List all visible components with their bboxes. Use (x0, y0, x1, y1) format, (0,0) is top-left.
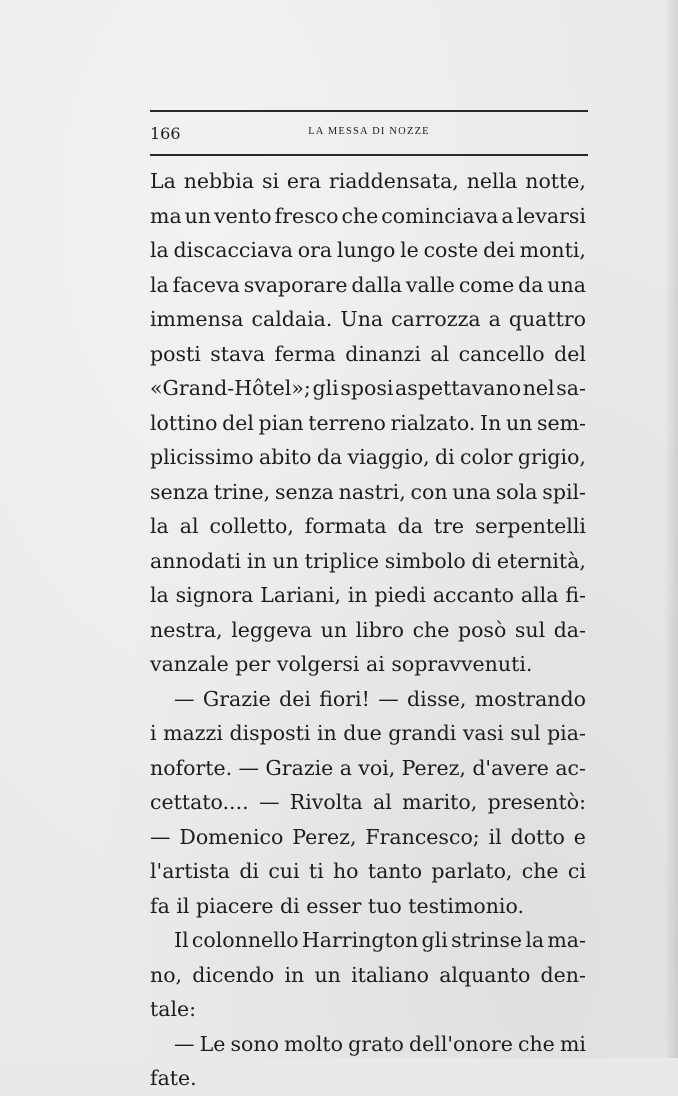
word: posti (150, 341, 201, 366)
text-line (150, 1027, 586, 1062)
header-bottom-rule (150, 154, 588, 156)
word: una (452, 479, 492, 504)
word: Perez, (292, 824, 357, 849)
word: sa- (556, 376, 586, 400)
word: Le (199, 1031, 226, 1056)
text-line (150, 406, 586, 441)
word: fiori! (319, 686, 370, 711)
word: di (280, 893, 300, 918)
word: notte, (525, 169, 586, 193)
word: vasi (462, 721, 504, 745)
word: pian (258, 410, 304, 435)
word: ti (308, 859, 324, 883)
word: gli (312, 376, 339, 400)
word: ora (297, 238, 333, 262)
text-line (150, 682, 586, 717)
word: spil- (542, 479, 586, 504)
word: senza (150, 479, 209, 504)
word: fresco (274, 203, 339, 228)
word: che (341, 203, 379, 228)
word: nestra, (150, 617, 223, 642)
text-line (150, 647, 586, 682)
word: annodati (150, 548, 242, 573)
word: a (501, 203, 514, 228)
word: dei (279, 686, 311, 711)
text-line (150, 958, 586, 993)
word: i (150, 721, 157, 745)
word: Domenico (179, 824, 284, 849)
word: Perez, (401, 755, 466, 780)
word: «Grand-Hôtel»; (150, 376, 311, 400)
word: color (460, 445, 513, 469)
text-line (150, 509, 586, 544)
word: la (150, 514, 169, 538)
word: la (150, 238, 169, 262)
word: — (378, 686, 399, 711)
word: In (480, 410, 502, 435)
word: d'avere (472, 755, 549, 780)
word: — (258, 790, 280, 814)
word: testimonio. (408, 893, 524, 918)
word: posò (457, 617, 507, 642)
word: in (316, 721, 337, 745)
word: vento (214, 203, 272, 228)
text-line (150, 785, 586, 820)
word: al (373, 790, 392, 814)
word: tanto (367, 859, 423, 883)
text-line (150, 820, 586, 855)
word: rialzato. (390, 410, 476, 435)
word: si (261, 169, 280, 193)
word: sposi (340, 376, 394, 400)
word: alla (520, 583, 559, 607)
word: un (272, 548, 299, 573)
text-line (150, 544, 586, 579)
word: den- (540, 962, 586, 987)
word: cui (268, 859, 300, 883)
word: La (150, 169, 176, 193)
word: Una (340, 307, 384, 331)
word: tale: (150, 997, 197, 1021)
word: sul (510, 721, 541, 745)
word: Grazie (265, 755, 334, 780)
word: Francesco; (365, 824, 480, 849)
word: svaporare (243, 272, 348, 297)
word: un (505, 410, 533, 435)
word: trine, (213, 479, 271, 504)
word: fate. (150, 1066, 197, 1090)
word: colletto, (209, 514, 294, 538)
word: signora (175, 583, 254, 607)
word: sono (230, 1031, 279, 1056)
word: molto (284, 1031, 344, 1056)
word: colonnello (191, 928, 299, 952)
word: — (238, 755, 260, 780)
text-line (150, 1061, 586, 1096)
word: pia- (547, 721, 586, 745)
text-line (150, 923, 586, 958)
word: terreno (308, 410, 386, 435)
text-line (150, 302, 586, 337)
word: dinanzi (345, 341, 421, 366)
word: cancello (458, 341, 545, 366)
word: ai (366, 652, 385, 676)
word: faceva (172, 272, 240, 297)
word: tre (433, 514, 465, 538)
word: che (412, 617, 450, 642)
page-number: 166 (150, 124, 181, 143)
word: volgersi (276, 652, 360, 676)
word: il (176, 893, 190, 918)
word: fi- (565, 583, 586, 607)
word: due (343, 721, 382, 745)
text-line (150, 337, 586, 372)
word: eternità, (496, 548, 586, 573)
word: serpentelli (474, 514, 586, 538)
text-line (150, 992, 586, 1027)
word: di (471, 548, 492, 573)
word: del (554, 341, 586, 366)
word: piedi (374, 583, 426, 607)
word: noforte. (150, 755, 233, 780)
page-header (150, 110, 588, 158)
word: stava (210, 341, 266, 366)
word: sola (495, 479, 538, 504)
word: coste (423, 238, 479, 262)
word: plicissimo (150, 445, 254, 469)
word: la (150, 272, 169, 297)
word: dei (483, 238, 515, 262)
word: alquanto (439, 962, 531, 987)
word: nastri, (338, 479, 406, 504)
word: parlato, (431, 859, 513, 883)
text-line (150, 716, 586, 751)
text-line (150, 440, 586, 475)
word: la (525, 928, 545, 952)
word: levarsi (516, 203, 586, 228)
word: di (239, 859, 259, 883)
word: valle (405, 272, 455, 297)
word: di (434, 445, 455, 469)
text-line (150, 233, 586, 268)
word: grato (348, 1031, 404, 1056)
word: cominciava (381, 203, 499, 228)
word: in (284, 962, 305, 987)
word: libro (355, 617, 404, 642)
running-title: LA MESSA DI NOZZE (308, 126, 430, 137)
word: esser (306, 893, 362, 918)
word: mi (559, 1031, 586, 1056)
word: da (397, 514, 423, 538)
word: tuo (367, 893, 402, 918)
word: un (314, 962, 341, 987)
word: ferma (274, 341, 336, 366)
body-text (150, 164, 586, 1096)
word: accanto (432, 583, 515, 607)
word: — (174, 1031, 195, 1056)
word: ma- (547, 928, 586, 952)
word: formata (304, 514, 387, 538)
word: simbolo (384, 548, 466, 573)
word: al (430, 341, 450, 366)
text-line (150, 268, 586, 303)
word: al (179, 514, 199, 538)
word: dell'onore (409, 1031, 513, 1056)
text-line (150, 371, 586, 406)
word: mostrando (474, 686, 586, 711)
text-line (150, 889, 586, 924)
word: ci (567, 859, 586, 883)
word: da (316, 445, 343, 469)
word: fa (150, 893, 170, 918)
word: ho (332, 859, 359, 883)
word: piacere (196, 893, 274, 918)
word: come (458, 272, 515, 297)
text-line (150, 578, 586, 613)
word: caldaia. (251, 307, 333, 331)
word: quattro (508, 307, 586, 331)
word: strinse (451, 928, 523, 952)
word: disposti (229, 721, 311, 745)
word: carrozza (391, 307, 481, 331)
page-edge-shadow (664, 0, 678, 1058)
word: lottino (150, 410, 218, 435)
text-line (150, 475, 586, 510)
word: gli (421, 928, 448, 952)
word: grandi (388, 721, 457, 745)
word: voi, (358, 755, 396, 780)
word: italiano (351, 962, 429, 987)
word: del (222, 410, 254, 435)
word: a (488, 307, 501, 331)
word: senza (274, 479, 334, 504)
word: e (573, 824, 586, 849)
word: un (184, 203, 212, 228)
word: leggeva (231, 617, 313, 642)
word: riaddensata, (328, 169, 459, 193)
word: era (286, 169, 322, 193)
word: no, (150, 962, 183, 987)
word: con (410, 479, 448, 504)
word: cettato.... (150, 790, 249, 814)
word: discacciava (173, 238, 293, 262)
word: dicendo (192, 962, 275, 987)
word: nella (466, 169, 518, 193)
word: in (246, 548, 267, 573)
word: ac- (555, 755, 586, 780)
word: disse, (407, 686, 467, 711)
header-top-rule (150, 110, 588, 112)
word: lungo (336, 238, 396, 262)
text-line (150, 854, 586, 889)
word: vanzale (150, 652, 229, 676)
word: triplice (304, 548, 380, 573)
word: abito (259, 445, 312, 469)
word: sul (514, 617, 546, 642)
word: un (320, 617, 348, 642)
word: le (400, 238, 419, 262)
word: viaggio, (347, 445, 430, 469)
word: immensa (150, 307, 244, 331)
word: grigio, (517, 445, 586, 469)
word: nel (522, 376, 555, 400)
word: da- (553, 617, 586, 642)
word: dotto (510, 824, 565, 849)
word: mazzi (163, 721, 223, 745)
word: Grazie (202, 686, 271, 711)
word: marito, (402, 790, 478, 814)
word: ma (150, 203, 182, 228)
text-line (150, 199, 586, 234)
word: Lariani, (260, 583, 341, 607)
word: in (347, 583, 368, 607)
word: che (518, 1031, 555, 1056)
word: monti, (519, 238, 586, 262)
word: sem- (536, 410, 586, 435)
word: per (235, 652, 271, 676)
word: — (174, 686, 195, 711)
word: una (547, 272, 586, 297)
text-line (150, 164, 586, 199)
word: Harrington (301, 928, 419, 952)
word: dalla (351, 272, 403, 297)
word: che (521, 859, 559, 883)
word: il (488, 824, 502, 849)
word: a (339, 755, 352, 780)
word: nebbia (183, 169, 255, 193)
word: la (150, 583, 169, 607)
word: l'artista (150, 859, 230, 883)
word: — (150, 824, 171, 849)
text-line (150, 613, 586, 648)
word: da (518, 272, 544, 297)
word: Rivolta (289, 790, 363, 814)
text-line (150, 751, 586, 786)
word: aspettavano (395, 376, 522, 400)
word: Il (174, 928, 189, 952)
word: sopravvenuti. (391, 652, 533, 676)
word: presentò: (487, 790, 586, 814)
